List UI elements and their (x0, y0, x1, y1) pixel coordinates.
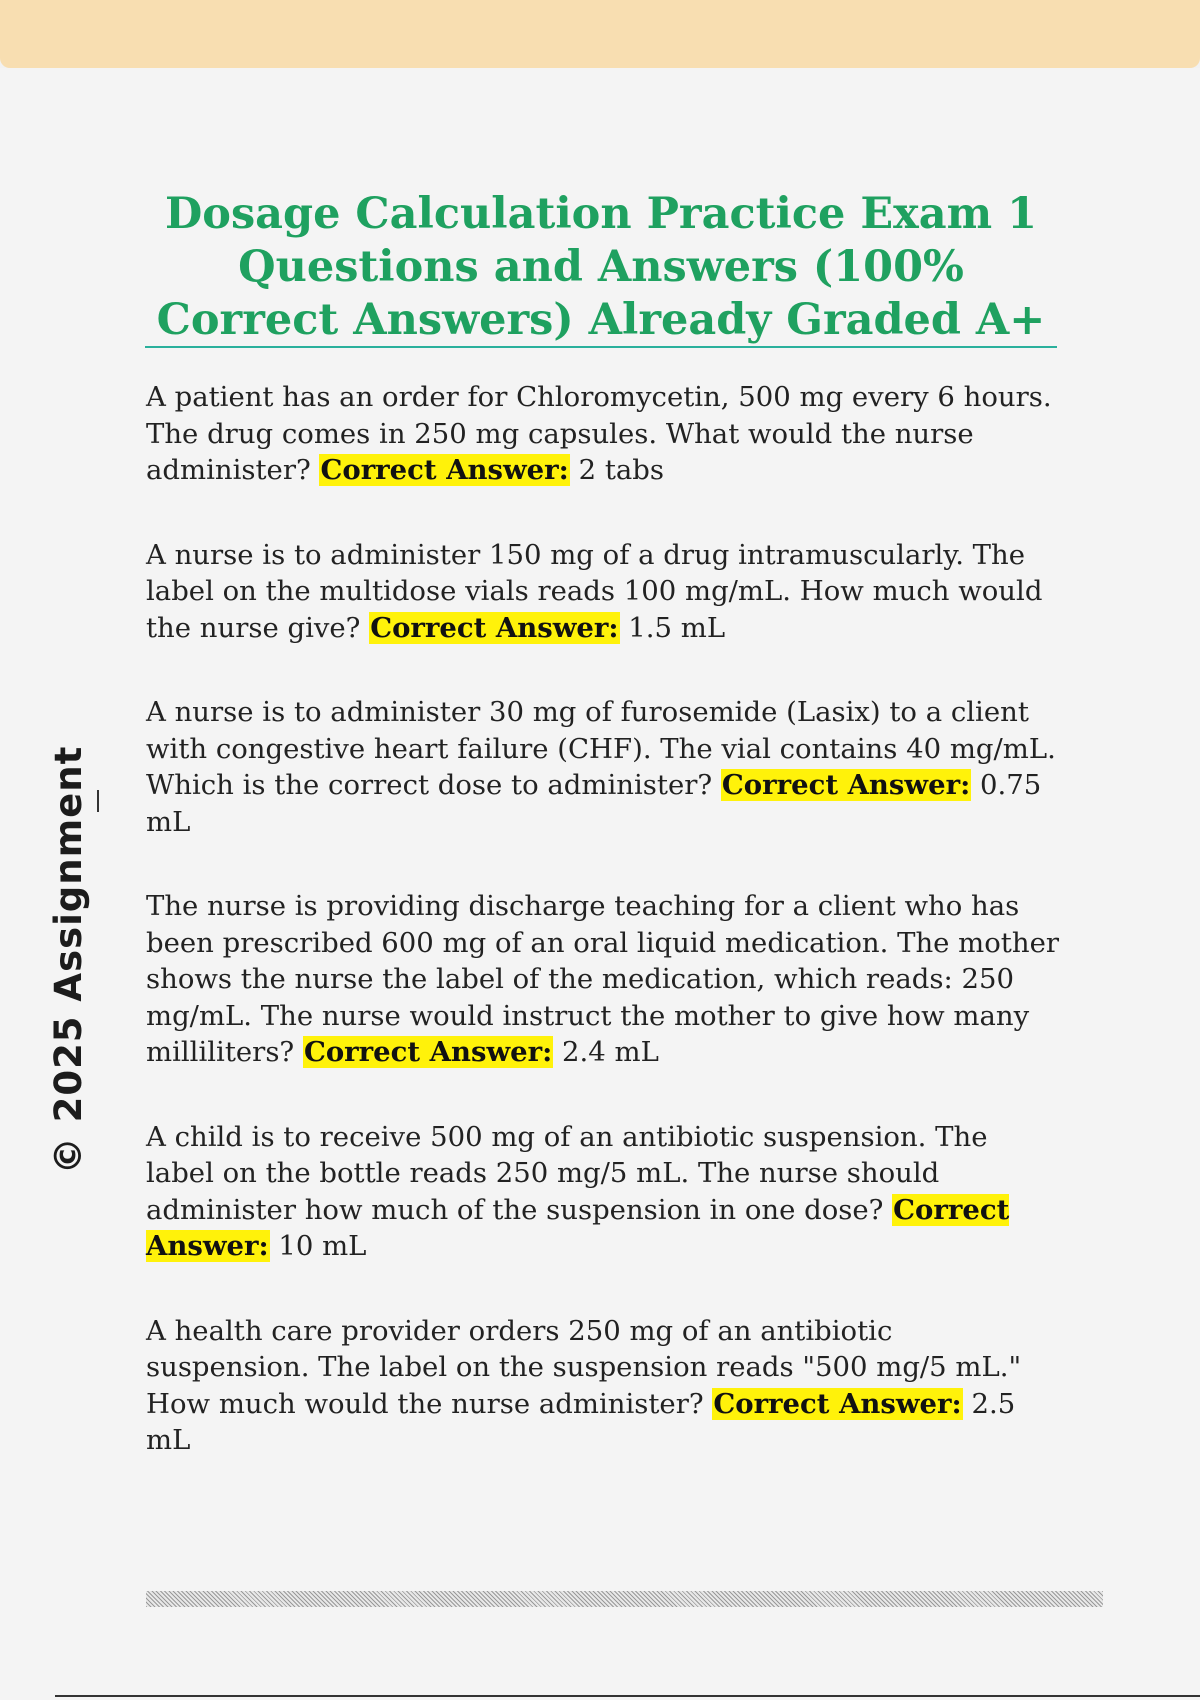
correct-answer-label: Correct Answer: (303, 1036, 553, 1068)
watermark-text: © 2025 Assignment (47, 745, 90, 1175)
qa-item (146, 1119, 1061, 1265)
answer-text: 2 tabs (578, 454, 664, 486)
question-text: A nurse is to administer 30 mg of furosemide (Lasix) to a client with congestive heart failure (CHF). The vial contains 40 mg/mL. Which is the correct dose to administer? (146, 696, 1056, 801)
qa-item (146, 694, 1061, 840)
question-text: A health care provider orders 250 mg of an antibiotic suspension. The label on the suspension reads "500 mg/5 mL." How much would the nurse administer? (146, 1314, 1022, 1420)
qa-item (146, 379, 1061, 489)
answer-text: 0.75 mL (146, 769, 1042, 838)
title-underline (145, 346, 1057, 348)
correct-answer-label: Correct Answer: (713, 1387, 962, 1420)
answer-text: 10 mL (278, 1230, 367, 1262)
question-text: A child is to receive 500 mg of an antibiotic suspension. The label on the bottle reads 250 mg/5 mL. The nurse should administer how much of the suspension in one dose? (146, 1120, 988, 1226)
correct-answer-label: Correct Answer: (370, 611, 619, 644)
hatched-divider (146, 1591, 1103, 1607)
question-text: A nurse is to administer 150 mg of a drug intramuscularly. The label on the multidose vials reads 100 mg/mL. How much would the nurse give? (146, 538, 1043, 644)
answer-text: 1.5 mL (628, 611, 726, 644)
question-text: A patient has an order for Chloromycetin, 500 mg every 6 hours. The drug comes in 250 mg capsules. What would the nurse administer? (146, 381, 1052, 486)
qa-item (146, 888, 1061, 1071)
top-banner (0, 0, 1200, 68)
answer-text: 2.4 mL (562, 1036, 659, 1068)
correct-answer-label: Correct Answer: (320, 454, 569, 486)
correct-answer-label: Correct Answer: (146, 1193, 1010, 1262)
qa-item (146, 537, 1061, 647)
qa-list (146, 379, 1061, 1507)
correct-answer-label: Correct Answer: (721, 769, 971, 801)
answer-text: 2.5 mL (146, 1387, 1016, 1456)
watermark-tick (97, 790, 99, 812)
question-text: The nurse is providing discharge teaching for a client who has been prescribed 600 mg of an oral liquid medication. The mother shows the nurse the label of the medication, which reads: 250 mg/mL. The nurse would instruct the mother to give how many milliliters? (146, 890, 1059, 1068)
bottom-rule (55, 1695, 1200, 1697)
document-title: Dosage Calculation Practice Exam 1 Questions and Answers (100% Correct Answers) Already Graded A+ (156, 189, 1046, 345)
qa-item (146, 1313, 1061, 1459)
